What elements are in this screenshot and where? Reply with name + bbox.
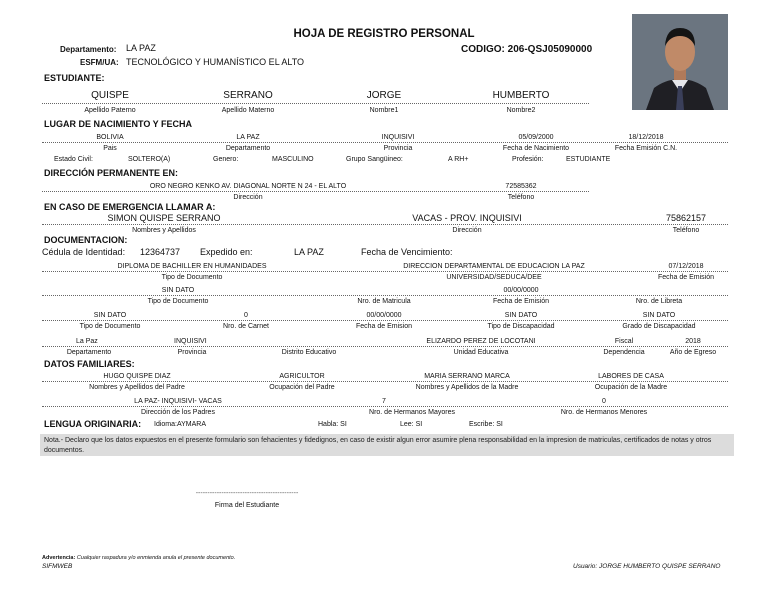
madre: MARIA SERRANO MARCA (424, 373, 510, 380)
advertencia-label: Advertencia: (42, 555, 76, 561)
fecha-emision: 18/12/2018 (628, 134, 664, 141)
label: Nombres y Apellidos (132, 227, 196, 234)
divider (42, 191, 589, 192)
label: Cédula de Identidad: (42, 247, 126, 257)
label: Grado de Discapacidad (622, 323, 696, 330)
declaration-note: Nota.- Declaro que los datos expuestos en el presente formulario son fehacientes y fidedignos, en caso de existir algun error asumire plena responsabilidad en la impresion de matriculas, certificados de notas y otros documentos. (40, 434, 734, 456)
label: Dirección (233, 194, 263, 201)
expedido-en: LA PAZ (294, 247, 324, 257)
habla: Habla: SI (318, 421, 347, 428)
direccion-padres: LA PAZ- INQUISIVI- VACAS (134, 398, 222, 405)
profesion: ESTUDIANTE (566, 156, 611, 163)
genero: MASCULINO (272, 156, 314, 163)
apellido-paterno: QUISPE (91, 90, 129, 101)
label: Tipo de Documento (79, 323, 141, 330)
label: Pais (103, 145, 117, 152)
lee: Lee: SI (400, 421, 423, 428)
hermanos-mayores: 7 (382, 398, 386, 405)
ocupacion-padre: AGRICULTOR (279, 373, 325, 380)
estado-civil: SOLTERO(A) (128, 156, 171, 163)
fecha-nacimiento: 05/09/2000 (518, 134, 554, 141)
section-direccion: DIRECCIÓN PERMANENTE EN: (44, 168, 179, 178)
label: Dirección de los Padres (141, 409, 215, 416)
divider (42, 295, 728, 296)
section-familiares: DATOS FAMILIARES: (44, 359, 135, 369)
departamento: LA PAZ (236, 134, 260, 141)
hermanos-menores: 0 (602, 398, 606, 405)
label: Nro. de Hermanos Menores (560, 409, 648, 416)
ue-departamento: La Paz (76, 338, 98, 345)
label: Dirección (452, 227, 482, 234)
divider (42, 224, 728, 225)
grado-discapacidad: SIN DATO (642, 312, 676, 319)
label: Fecha de Emisión (657, 274, 715, 281)
dependencia: Fiscal (614, 338, 634, 345)
label: Fecha Emisión C.N. (614, 145, 678, 152)
label: Departamento (225, 145, 271, 152)
divider (42, 320, 728, 321)
label: Ocupación del Padre (269, 384, 335, 391)
emergencia-nombre: SIMON QUISPE SERRANO (107, 213, 221, 223)
page-title: HOJA DE REGISTRO PERSONAL (293, 28, 475, 40)
label: Nombres y Apellidos del Padre (89, 384, 185, 391)
label: Distrito Educativo (281, 349, 337, 356)
fecha-emision: 00/00/0000 (503, 287, 539, 294)
divider (42, 103, 589, 104)
direccion: ORO NEGRO KENKO AV. DIAGONAL NORTE N 24 - EL ALTO (149, 183, 347, 190)
signature-line: -------------------------------------------- (195, 490, 299, 497)
label: Apellido Materno (221, 107, 275, 114)
label: Nro. de Matricula (357, 298, 411, 305)
section-emergencia: EN CASO DE EMERGENCIA LLAMAR A: (44, 202, 216, 212)
divider (42, 142, 728, 143)
label: Departamento (66, 349, 112, 356)
label: Fecha de Emisión (492, 298, 550, 305)
emergencia-direccion: VACAS - PROV. INQUISIVI (412, 213, 522, 223)
divider (42, 271, 728, 272)
esfm-label: ESFM/UA: (80, 58, 119, 67)
section-documentacion: DOCUMENTACION: (44, 235, 128, 245)
nro-carnet: 0 (244, 312, 248, 319)
label: Dependencia (603, 349, 645, 356)
divider (42, 406, 728, 407)
direccion-departamental: DIRECCION DEPARTAMENTAL DE EDUCACION LA PAZ (403, 263, 585, 270)
divider (42, 346, 728, 347)
label: Profesión: (512, 156, 544, 163)
label: Estado Civil: (54, 156, 93, 163)
emergencia-telefono: 75862157 (665, 213, 707, 223)
diploma: DIPLOMA DE BACHILLER EN HUMANIDADES (117, 263, 267, 270)
label: Año de Egreso (669, 349, 717, 356)
padre: HUGO QUISPE DIAZ (103, 373, 171, 380)
ano-egreso: 2018 (685, 338, 701, 345)
label: Nro. de Carnet (223, 323, 269, 330)
label: Provincia (383, 145, 413, 152)
label: Apellido Paterno (84, 107, 136, 114)
tipo-discapacidad: SIN DATO (504, 312, 538, 319)
label: Nombre1 (369, 107, 399, 114)
student-photo (632, 14, 728, 110)
section-estudiante: ESTUDIANTE: (44, 73, 105, 83)
label: Tipo de Documento (147, 298, 209, 305)
esfm-value: TECNOLÓGICO Y HUMANÍSTICO EL ALTO (126, 57, 305, 67)
label: Provincia (177, 349, 207, 356)
section-lengua: LENGUA ORIGINARIA: (44, 419, 142, 429)
divider (42, 381, 728, 382)
advertencia (42, 556, 235, 562)
advertencia-text: Cualquier raspadura y/o enmienda anula el presente documento. (76, 555, 236, 561)
label: Teléfono (672, 227, 700, 234)
label: UNIVERSIDAD/SEDUCA/DEE (446, 274, 542, 281)
apellido-materno: SERRANO (223, 90, 273, 101)
signature-label: Firma del Estudiante (214, 502, 280, 509)
label: Tipo de Discapacidad (487, 323, 555, 330)
codigo: CODIGO: 206-QSJ05090000 (461, 44, 593, 55)
escribe: Escribe: SI (469, 421, 503, 428)
label: Nro. de Libreta (635, 298, 683, 305)
idioma: Idioma:AYMARA (154, 421, 206, 428)
fecha-emision-2: 00/00/0000 (366, 312, 402, 319)
provincia: INQUISIVI (381, 134, 415, 141)
departamento-label: Departamento: (60, 45, 117, 54)
tipo-documento-2: SIN DATO (93, 312, 127, 319)
pais: BOLIVIA (96, 134, 124, 141)
label: Grupo Sangüineo: (346, 156, 403, 163)
usuario: Usuario: JORGE HUMBERTO QUISPE SERRANO (573, 563, 721, 570)
label: Nombre2 (506, 107, 536, 114)
label: Ocupación de la Madre (594, 384, 668, 391)
label: Unidad Educativa (453, 349, 509, 356)
cedula-identidad: 12364737 (140, 247, 181, 257)
label: Fecha de Nacimiento (502, 145, 570, 152)
sistema: SIFMWEB (42, 563, 73, 570)
label: Nombres y Apellidos de la Madre (415, 384, 519, 391)
label: Teléfono (507, 194, 535, 201)
nombre1: JORGE (366, 90, 402, 101)
label: Tipo de Documento (161, 274, 223, 281)
section-nacimiento: LUGAR DE NACIMIENTO Y FECHA (44, 119, 193, 129)
tipo-documento: SIN DATO (161, 287, 195, 294)
label: Expedido en: (200, 247, 253, 257)
grupo-sanguineo: A RH+ (448, 156, 469, 163)
label: Fecha de Vencimiento: (361, 247, 453, 257)
student-photo-icon (632, 14, 728, 110)
unidad-educativa: ELIZARDO PEREZ DE LOCOTANI (426, 338, 536, 345)
ue-provincia: INQUISIVI (174, 338, 207, 345)
fecha-diploma: 07/12/2018 (668, 263, 704, 270)
label: Fecha de Emision (355, 323, 413, 330)
telefono: 72585362 (505, 183, 537, 190)
label: Genero: (213, 156, 239, 163)
label: Nro. de Hermanos Mayores (369, 409, 455, 416)
ocupacion-madre: LABORES DE CASA (598, 373, 664, 380)
nombre2: HUMBERTO (492, 90, 550, 101)
departamento-value: LA PAZ (126, 43, 156, 53)
